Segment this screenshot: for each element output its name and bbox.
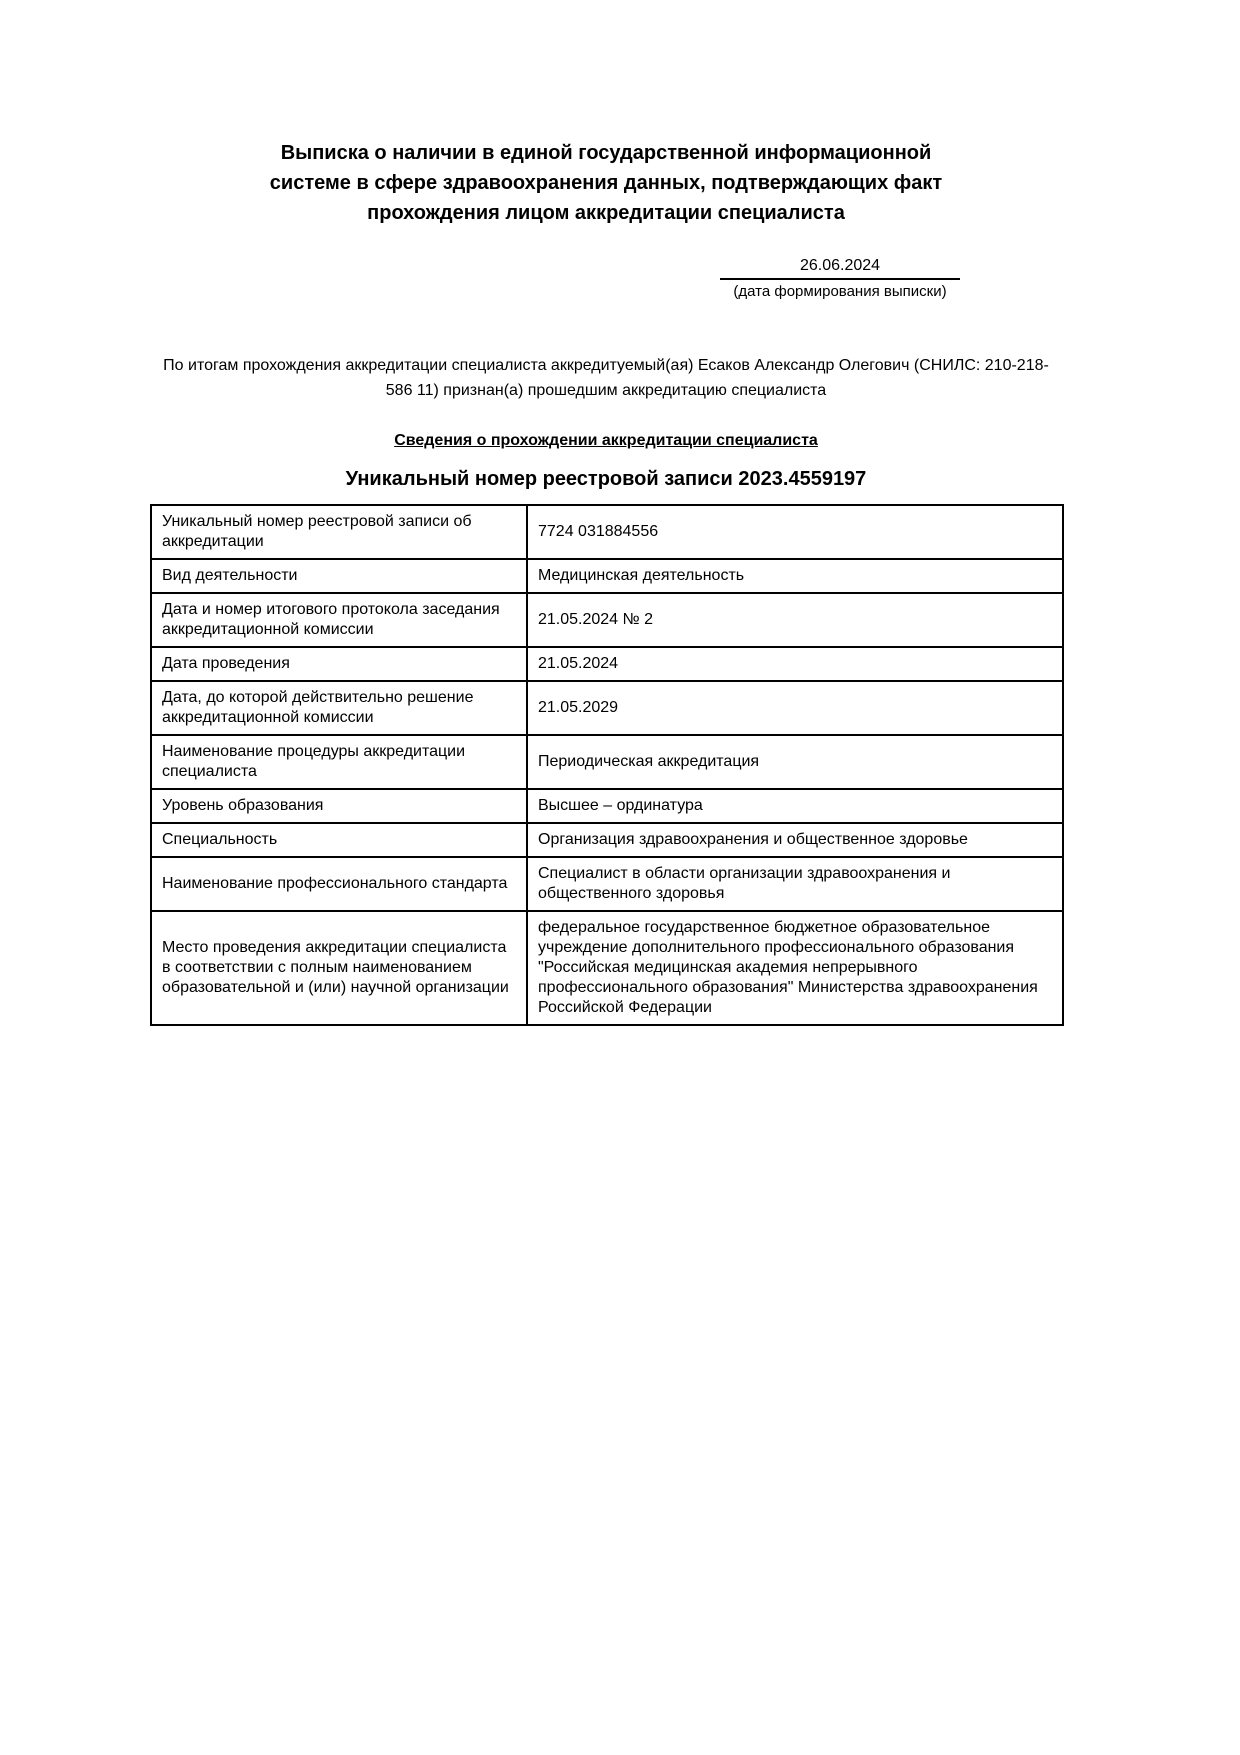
row-label-cell: Наименование процедуры аккредитации специалиста	[151, 735, 527, 789]
table-row	[151, 505, 1063, 559]
row-value-cell: Периодическая аккредитация	[527, 735, 1063, 789]
record-number-heading: Уникальный номер реестровой записи 2023.4559197	[345, 468, 867, 490]
formation-date-caption: (дата формирования выписки)	[733, 283, 947, 300]
document-title-line: системе в сфере здравоохранения данных, подтверждающих факт	[269, 172, 943, 194]
document-title-line: прохождения лицом аккредитации специалиста	[367, 202, 845, 224]
table-row	[151, 681, 1063, 735]
table-row	[151, 735, 1063, 789]
row-value-cell: Медицинская деятельность	[527, 559, 1063, 593]
table-row	[151, 911, 1063, 1025]
formation-date-block	[720, 256, 960, 301]
table-row	[151, 559, 1063, 593]
row-label-cell: Дата проведения	[151, 647, 527, 681]
document-title	[150, 138, 1062, 228]
row-label-cell: Вид деятельности	[151, 559, 527, 593]
table-row	[151, 823, 1063, 857]
row-value-cell: Специалист в области организации здравоохранения и общественного здоровья	[527, 857, 1063, 911]
row-value-cell: 21.05.2024	[527, 647, 1063, 681]
intro-paragraph: По итогам прохождения аккредитации специалиста аккредитуемый(ая) Есаков Александр Олегович (СНИЛС: 210-218-586 11) признан(а) прошедшим аккредитацию специалиста	[163, 357, 1049, 399]
table-row	[151, 593, 1063, 647]
row-label-cell: Уникальный номер реестровой записи об аккредитации	[151, 505, 527, 559]
row-label-cell: Наименование профессионального стандарта	[151, 857, 527, 911]
accreditation-table-body	[151, 505, 1063, 1025]
accreditation-table	[150, 504, 1064, 1026]
formation-date-value: 26.06.2024	[720, 256, 960, 280]
row-label-cell: Уровень образования	[151, 789, 527, 823]
row-value-cell: 21.05.2029	[527, 681, 1063, 735]
table-row	[151, 857, 1063, 911]
table-row	[151, 647, 1063, 681]
row-value-cell: 7724 031884556	[527, 505, 1063, 559]
row-label-cell: Специальность	[151, 823, 527, 857]
row-label-cell: Место проведения аккредитации специалиста в соответствии с полным наименованием образовательной и (или) научной организации	[151, 911, 527, 1025]
document-title-line: Выписка о наличии в единой государственной информационной	[280, 142, 932, 164]
section-heading: Сведения о прохождении аккредитации специалиста	[394, 432, 818, 449]
row-label-cell: Дата и номер итогового протокола заседания аккредитационной комиссии	[151, 593, 527, 647]
row-value-cell: федеральное государственное бюджетное образовательное учреждение дополнительного профессионального образования "Российская медицинская академия непрерывного профессионального образования" Министерства здравоохранения Российской Федерации	[527, 911, 1063, 1025]
document-content	[150, 138, 1062, 1026]
table-row	[151, 789, 1063, 823]
row-label-cell: Дата, до которой действительно решение аккредитационной комиссии	[151, 681, 527, 735]
row-value-cell: 21.05.2024 № 2	[527, 593, 1063, 647]
row-value-cell: Организация здравоохранения и общественное здоровье	[527, 823, 1063, 857]
row-value-cell: Высшее – ординатура	[527, 789, 1063, 823]
